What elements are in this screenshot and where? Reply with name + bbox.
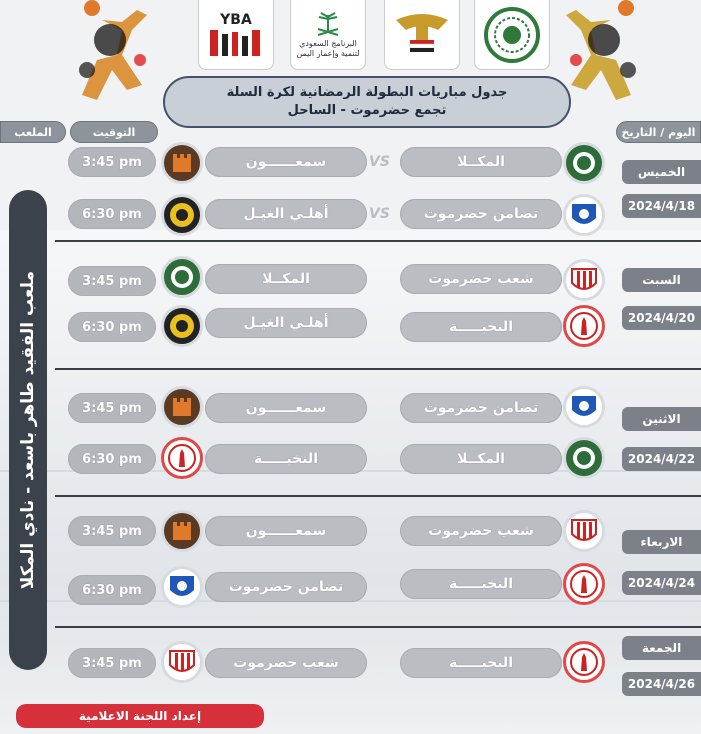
green-seal-icon [484, 7, 540, 63]
away-team: أهلـي الغيـل [205, 199, 367, 229]
red-tower-icon [569, 569, 599, 599]
venue-name: ملعب الفقيد طاهر باسعد - نادي المكلا [18, 270, 38, 590]
red-striped-shield-icon [569, 265, 599, 295]
match-time: 6:30 pm [68, 575, 156, 605]
match-time: 3:45 pm [68, 648, 156, 678]
footer-credit: إعداد اللجنة الاعلامية [16, 704, 264, 728]
yellow-gear-icon [168, 312, 196, 340]
nukhba-club-logo [563, 563, 605, 605]
day-date: 2024/4/18 [622, 194, 701, 218]
yemen-emblem-logo [384, 0, 460, 70]
home-team: المكــلا [400, 444, 562, 474]
basketball-hoop-icon [208, 28, 264, 58]
nukhba-club-logo [563, 641, 605, 683]
title-banner [163, 76, 571, 128]
home-team: تضامن حضرموت [400, 393, 562, 423]
nukhba-club-logo [161, 437, 203, 479]
saudi-program-subtitle: لتنمية وإعمار اليمن [296, 48, 360, 58]
away-team: شعب حضرموت [205, 648, 367, 678]
yellow-gear-icon [168, 201, 196, 229]
basketball-player-right-icon [556, 0, 651, 105]
title-line-1: جدول مباريات البطولة الرمضانية لكرة السلة [226, 85, 508, 100]
red-striped-shield-icon [167, 647, 197, 677]
nukhba-club-logo [563, 305, 605, 347]
red-tower-icon [167, 443, 197, 473]
ahli-ghail-club-logo [161, 305, 203, 347]
eagle-emblem-icon [392, 10, 452, 60]
day-date: 2024/4/26 [622, 672, 701, 696]
brown-castle-icon [169, 518, 195, 544]
day-separator [55, 626, 701, 628]
home-team: شعب حضرموت [400, 264, 562, 294]
home-team: النخبـــــة [400, 648, 562, 678]
saudi-program-logo [290, 0, 366, 70]
day-separator [55, 240, 701, 242]
match-time: 3:45 pm [68, 393, 156, 423]
green-shield-icon [169, 264, 195, 290]
day-name: الخميس [622, 160, 701, 184]
day-name: الجمعة [622, 636, 701, 660]
samoun-club-logo [161, 510, 203, 552]
samoun-club-logo [161, 386, 203, 428]
shaab-club-logo [563, 510, 605, 552]
tadamon-club-logo [161, 566, 203, 608]
red-tower-icon [569, 311, 599, 341]
day-name: الاربعاء [622, 530, 701, 554]
away-team: سمعــــــون [205, 516, 367, 546]
day-name: الاثنين [622, 407, 701, 431]
column-header-time: التوقيت [70, 121, 158, 143]
day-separator [55, 495, 701, 497]
home-team: النخبـــــة [400, 569, 562, 599]
tadamon-club-logo [563, 386, 605, 428]
match-time: 6:30 pm [68, 312, 156, 342]
vs-label: VS [369, 206, 390, 222]
ybf-logo-text: YBA [220, 11, 252, 28]
away-team: تضامن حضرموت [205, 572, 367, 602]
basketball-player-left-icon [62, 0, 157, 105]
away-team: المكــلا [205, 264, 367, 294]
brown-castle-icon [169, 150, 195, 176]
column-header-day-date: اليوم / التاريخ [616, 121, 701, 143]
red-tower-icon [569, 647, 599, 677]
mukalla-club-logo [161, 256, 203, 298]
home-team: النخبـــــة [400, 312, 562, 342]
day-date: 2024/4/22 [622, 447, 701, 471]
brown-castle-icon [169, 394, 195, 420]
match-time: 3:45 pm [68, 147, 156, 177]
tadamon-club-logo [563, 194, 605, 236]
mukalla-club-logo [563, 437, 605, 479]
shaab-club-logo [161, 641, 203, 683]
day-name: السبت [622, 268, 701, 292]
shaab-club-logo [563, 259, 605, 301]
ahli-ghail-club-logo [161, 194, 203, 236]
red-striped-shield-icon [569, 516, 599, 546]
match-time: 3:45 pm [68, 266, 156, 296]
match-time: 6:30 pm [68, 199, 156, 229]
green-shield-icon [571, 445, 597, 471]
away-team: سمعــــــون [205, 393, 367, 423]
day-separator [55, 368, 701, 370]
ybf-logo [198, 0, 274, 70]
column-header-venue: الملعب [0, 121, 66, 143]
blue-shield-icon [569, 392, 599, 422]
home-team: تضامن حضرموت [400, 199, 562, 229]
day-date: 2024/4/24 [622, 571, 701, 595]
away-team: سمعــــــون [205, 147, 367, 177]
blue-shield-icon [569, 200, 599, 230]
ministry-seal-logo [474, 0, 550, 70]
palm-swords-icon [313, 11, 343, 39]
home-team: شعب حضرموت [400, 516, 562, 546]
title-line-2: تجمع حضرموت - الساحل [287, 103, 447, 118]
saudi-program-name: البرنامج السعودي [299, 38, 357, 48]
away-team: النخبـــــة [205, 444, 367, 474]
mukalla-club-logo [563, 142, 605, 184]
samoun-club-logo [161, 142, 203, 184]
day-date: 2024/4/20 [622, 306, 701, 330]
blue-shield-icon [167, 572, 197, 602]
match-time: 3:45 pm [68, 516, 156, 546]
home-team: المكــلا [400, 147, 562, 177]
vs-label: VS [369, 154, 390, 170]
venue-bar [9, 190, 47, 670]
away-team: أهلـي الغيـل [205, 308, 367, 338]
green-shield-icon [571, 150, 597, 176]
match-time: 6:30 pm [68, 444, 156, 474]
